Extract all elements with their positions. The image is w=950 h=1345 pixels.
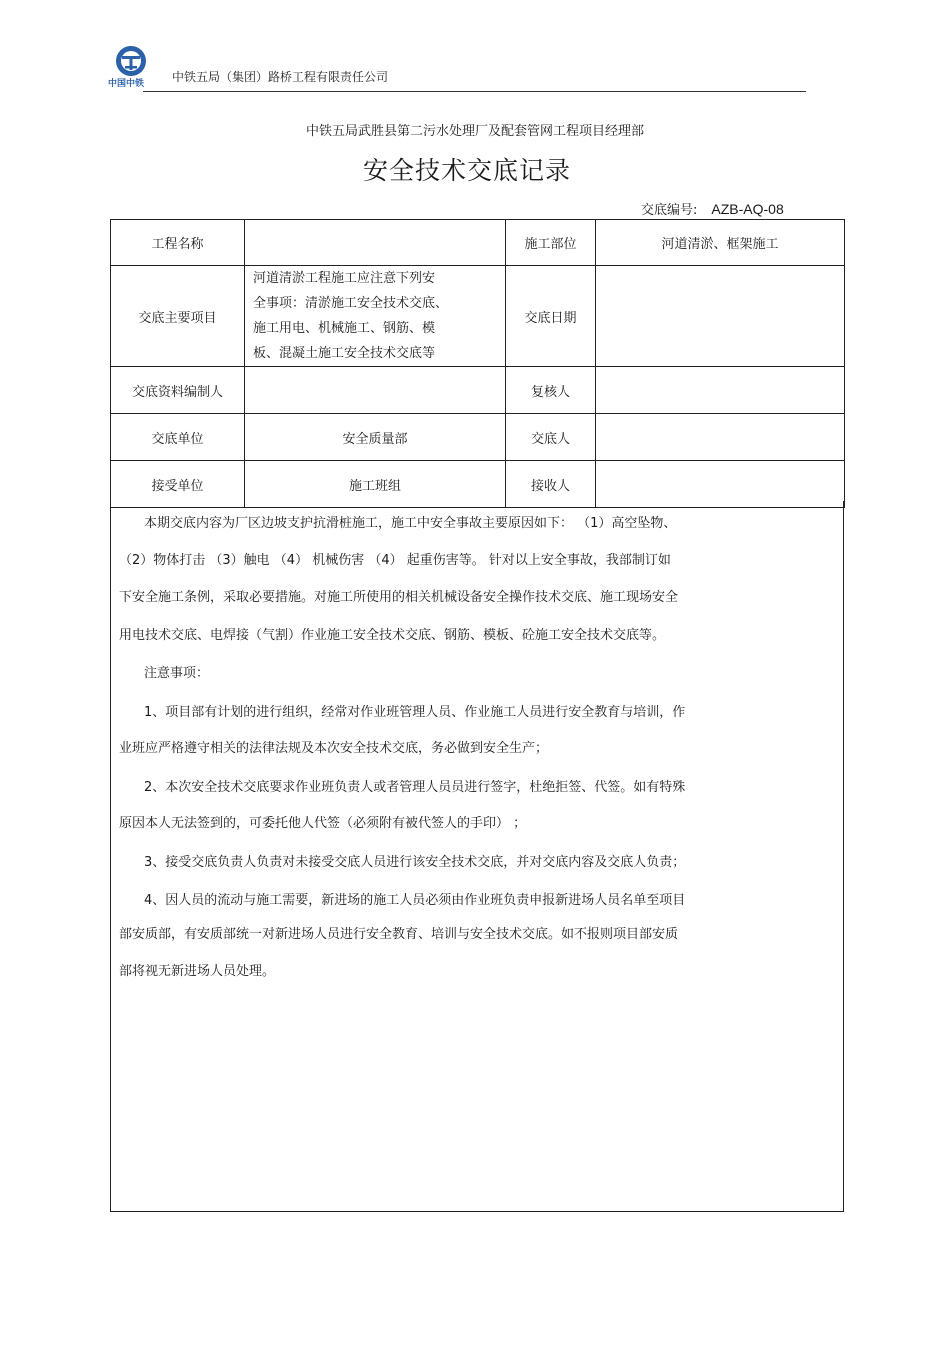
table-row — [111, 266, 845, 367]
code-label: 交底编号: — [641, 203, 698, 218]
receiver-label: 接收人 — [506, 461, 596, 508]
info-table — [110, 219, 845, 508]
header-divider — [143, 91, 806, 92]
content-box — [110, 501, 844, 1212]
receiver-unit-label: 接受单位 — [111, 461, 245, 508]
content-line: 部将视无新进场人员处理。 — [119, 964, 276, 979]
crec-logo-icon — [107, 44, 155, 78]
table-row — [111, 220, 845, 266]
main-item-line: 板、混凝土施工安全技术交底等 — [253, 346, 436, 361]
main-item-line: 河道清淤工程施工应注意下列安 — [253, 271, 436, 286]
date-value — [596, 266, 845, 367]
content-line: 业班应严格遵守相关的法律法规及本次安全技术交底，务必做到安全生产； — [119, 741, 549, 756]
presenter-label: 交底人 — [506, 414, 596, 461]
content-line: 部安质部，有安质部统一对新进场人员进行安全教育、培训与安全技术交底。如不报则项目部安质 — [119, 927, 679, 942]
table-row — [111, 367, 845, 414]
presenter-value — [596, 414, 845, 461]
logo-text: 中国中铁 — [108, 79, 145, 89]
site-label: 施工部位 — [506, 220, 596, 266]
content-line: 2、本次安全技术交底要求作业班负责人或者管理人员员进行签字，杜绝拒签、代签。如有特殊 — [144, 780, 686, 795]
receiver-unit-value: 施工班组 — [245, 461, 506, 508]
main-item-value — [245, 266, 506, 367]
content-line: 用电技术交底、电焊接（气割）作业施工安全技术交底、钢筋、模板、砼施工安全技术交底等。 — [119, 628, 666, 643]
content-line: 3、接受交底负责人负责对未接受交底人员进行该安全技术交底，并对交底内容及交底人负责； — [144, 855, 686, 870]
project-name-value — [245, 220, 506, 266]
main-item-line: 全事项：清淤施工安全技术交底、 — [253, 296, 449, 311]
unit-value: 安全质量部 — [245, 414, 506, 461]
site-value: 河道清淤、框架施工 — [596, 220, 845, 266]
company-name: 中铁五局（集团）路桥工程有限责任公司 — [172, 70, 389, 84]
content-line: 本期交底内容为厂区边坡支护抗滑桩施工，施工中安全事故主要原因如下： （1）高空坠物、 — [144, 516, 677, 531]
project-name-label: 工程名称 — [111, 220, 245, 266]
reviewer-value — [596, 367, 845, 414]
content-line: 1、项目部有计划的进行组织，经常对作业班管理人员、作业施工人员进行安全教育与培训，作 — [144, 705, 686, 720]
date-label: 交底日期 — [506, 266, 596, 367]
content-line: 注意事项： — [144, 666, 210, 681]
content-line: 原因本人无法签到的，可委托他人代签（必须附有被代签人的手印） ； — [119, 816, 527, 831]
unit-label: 交底单位 — [111, 414, 245, 461]
content-line: 下安全施工条例，采取必要措施。对施工所使用的相关机械设备安全操作技术交底、施工现场安全 — [119, 590, 679, 605]
document-title: 安全技术交底记录 — [362, 156, 571, 185]
content-line: 4、因人员的流动与施工需要，新进场的施工人员必须由作业班负责申报新进场人员名单至项目 — [144, 893, 686, 908]
department-title: 中铁五局武胜县第二污水处理厂及配套管网工程项目经理部 — [305, 124, 644, 139]
table-row — [111, 414, 845, 461]
main-item-line: 施工用电、机械施工、钢筋、模 — [253, 321, 436, 336]
compiler-value — [245, 367, 506, 414]
reviewer-label: 复核人 — [506, 367, 596, 414]
document-code — [641, 199, 784, 218]
main-item-label: 交底主要项目 — [111, 266, 245, 367]
compiler-label: 交底资料编制人 — [111, 367, 245, 414]
code-value: AZB-AQ-08 — [711, 201, 784, 217]
content-line: （2）物体打击 （3）触电 （4） 机械伤害 （4） 起重伤害等。 针对以上安全事故，我部制订如 — [119, 553, 671, 568]
